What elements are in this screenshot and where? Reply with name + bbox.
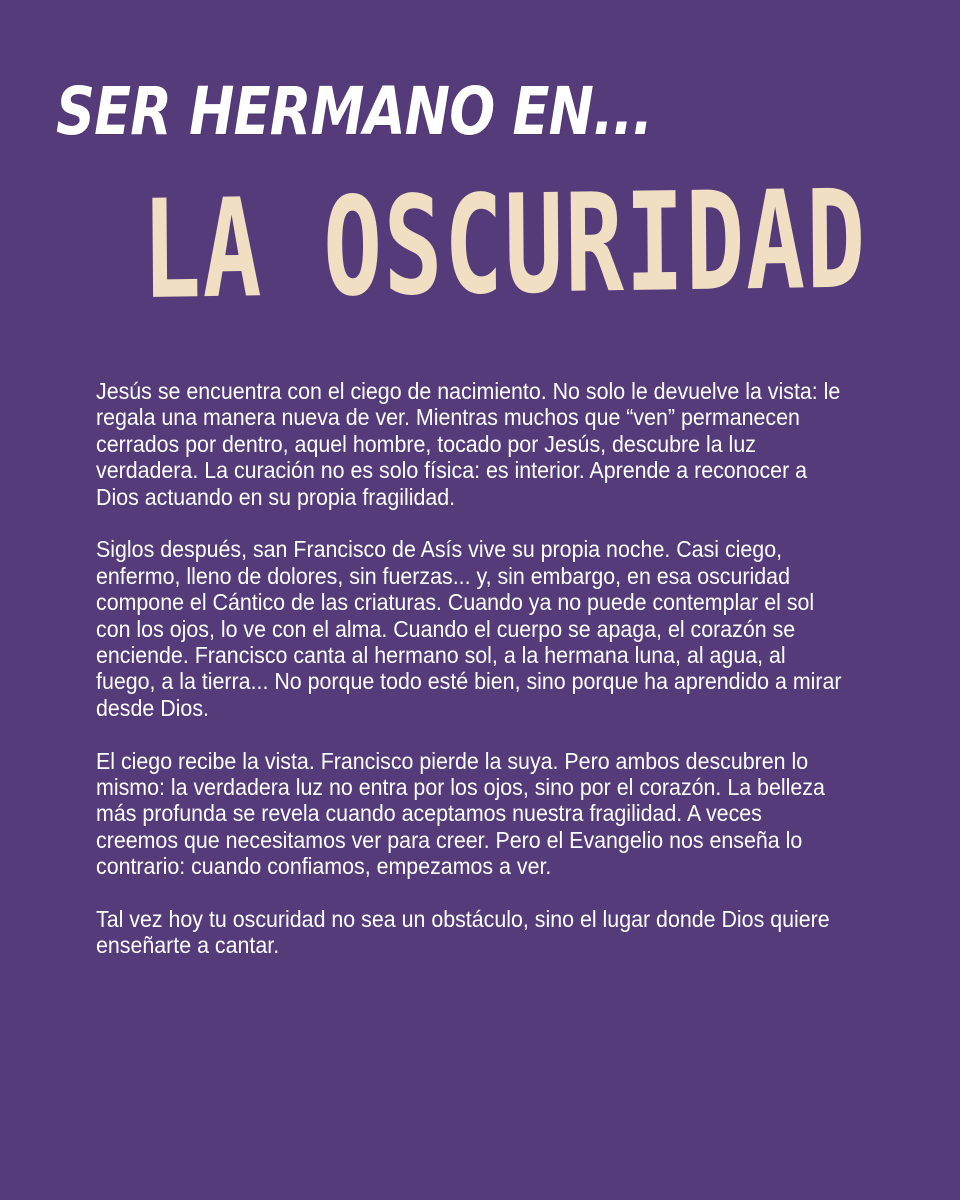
body-text: [96, 378, 856, 985]
paragraph-2: Siglos después, san Francisco de Asís vive su propia noche. Casi ciego, enfermo, lleno de dolores, sin fuerzas... y, sin embargo, en esa oscuridad compone el Cántico de las criaturas. Cuando ya no puede contemplar el sol con los ojos, lo ve con el alma. Cuando el cuerpo se apaga, el corazón se enciende. Francisco canta al hermano sol, a la hermana luna, al agua, al fuego, a la tierra... No porque todo esté bien, sino porque ha aprendido a mirar desde Dios.: [96, 536, 842, 721]
paragraph-1: Jesús se encuentra con el ciego de nacimiento. No solo le devuelve la vista: le regala una manera nueva de ver. Mientras muchos que “ven” permanecen cerrados por dentro, aquel hombre, tocado por Jesús, descubre la luz verdadera. La curación no es solo física: es interior. Aprende a reconocer a Dios actuando en su propia fragilidad.: [96, 378, 841, 510]
paragraph-3: El ciego recibe la vista. Francisco pierde la suya. Pero ambos descubren lo mismo: la verdadera luz no entra por los ojos, sino por el corazón. La belleza más profunda se revela cuando aceptamos nuestra fragilidad. A veces creemos que necesitamos ver para creer. Pero el Evangelio nos enseña lo contrario: cuando confiamos, empezamos a ver.: [96, 747, 825, 880]
page-title: LA OSCURIDAD: [141, 161, 868, 330]
kicker-heading: SER HERMANO EN...: [56, 73, 653, 150]
paragraph-4: Tal vez hoy tu oscuridad no sea un obstáculo, sino el lugar donde Dios quiere enseñarte a cantar.: [96, 906, 830, 959]
